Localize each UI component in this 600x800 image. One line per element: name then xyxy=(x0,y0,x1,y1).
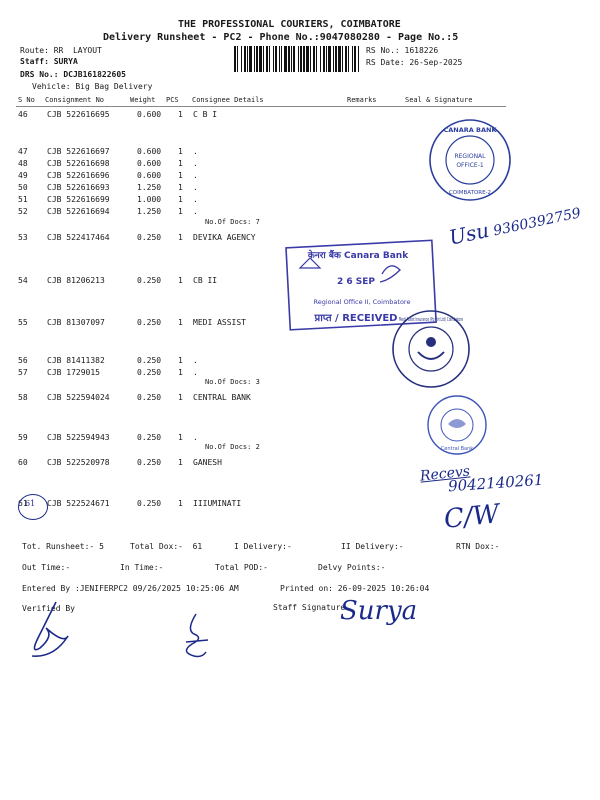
staff-label: Staff: SURYA xyxy=(20,57,78,66)
stamp-text: Medi Assist Insurance (Pp Pvt Ltd) Coimbatore xyxy=(399,317,464,323)
barcode-bar xyxy=(338,46,341,72)
barcode-bar xyxy=(358,46,359,72)
medi-assist-round-stamp xyxy=(390,308,472,394)
docs-count: No.Of Docs: 2 xyxy=(205,443,260,451)
printed-on: Printed on: 26-09-2025 10:26:04 xyxy=(280,584,430,593)
table-row: 46 CJB 522616695 0.600 1 C B I xyxy=(18,110,218,119)
in-time: In Time:- xyxy=(120,563,164,572)
docs-count: No.Of Docs: 7 xyxy=(205,218,260,226)
barcode-bar xyxy=(313,46,315,72)
barcode-bar xyxy=(335,46,337,72)
table-row: 60 CJB 522520978 0.250 1 GANESH xyxy=(18,458,222,467)
stamp-text: 2 6 SEP xyxy=(336,277,376,287)
col-consignee: Consignee Details xyxy=(192,96,264,104)
verified-signature xyxy=(24,598,74,664)
header-divider xyxy=(16,106,506,107)
barcode-bar xyxy=(269,46,270,72)
barcode-bar xyxy=(352,46,353,72)
ii-delivery: II Delivery:- xyxy=(341,542,404,551)
barcode-bar xyxy=(348,46,349,72)
barcode-bar xyxy=(333,46,334,72)
table-row: 57 CJB 1729015 0.250 1 . xyxy=(18,368,198,377)
table-row: 49 CJB 522616696 0.600 1 . xyxy=(18,171,198,180)
barcode-bar xyxy=(328,46,331,72)
barcode-bar xyxy=(291,46,292,72)
tot-runsheet: Tot. Runsheet:- 5 xyxy=(22,542,104,551)
col-remarks: Remarks xyxy=(347,96,377,104)
barcode-bar xyxy=(263,46,264,72)
col-pcs: PCS xyxy=(166,96,179,104)
central-bank-round-stamp xyxy=(426,394,488,460)
table-row: 58 CJB 522594024 0.250 1 CENTRAL BANK xyxy=(18,393,251,402)
col-weight: Weight xyxy=(130,96,156,104)
barcode-bar xyxy=(281,46,282,72)
handwritten-received-note: Recevs xyxy=(419,463,471,485)
handwritten-cw-mark: C/W xyxy=(442,499,501,535)
table-row: 47 CJB 522616697 0.600 1 . xyxy=(18,147,198,156)
table-row: 53 CJB 522417464 0.250 1 DEVIKA AGENCY xyxy=(18,233,256,242)
barcode-bar xyxy=(273,46,274,72)
barcode-bar xyxy=(249,46,252,72)
stamp-text: केनरा बैंक Canara Bank xyxy=(307,251,409,261)
barcode xyxy=(234,46,362,72)
barcode-bar xyxy=(237,46,238,72)
barcode-bar xyxy=(310,46,311,72)
barcode-bar xyxy=(320,46,321,72)
table-row: 48 CJB 522616698 0.600 1 . xyxy=(18,159,198,168)
barcode-bar xyxy=(326,46,327,72)
staff-signature-label: Staff Signature xyxy=(273,603,346,612)
vehicle-label: Vehicle: Big Bag Delivery xyxy=(32,82,153,91)
staff-signature: Surya xyxy=(340,596,418,626)
rs-number: RS No.: 1618226 xyxy=(366,46,439,55)
rtn-dox: RTN Dox:- xyxy=(456,542,500,551)
barcode-bar xyxy=(284,46,287,72)
table-row: 54 CJB 81206213 0.250 1 CB II xyxy=(18,276,218,285)
entered-by: Entered By :JENIFERPC2 09/26/2025 10:25:06 AM xyxy=(22,584,239,593)
barcode-bar xyxy=(288,46,290,72)
canara-round-stamp xyxy=(428,118,512,206)
runsheet-subtitle: Delivery Runsheet - PC2 - Phone No.:9047080280 - Page No.:5 xyxy=(103,32,459,43)
barcode-bar xyxy=(354,46,356,72)
barcode-bar xyxy=(298,46,299,72)
barcode-bar xyxy=(345,46,347,72)
handwritten-signature-phone: Usu 9360392759 xyxy=(446,205,583,250)
barcode-bar xyxy=(266,46,268,72)
barcode-bar xyxy=(306,46,309,72)
second-signature xyxy=(176,612,212,668)
col-consignment: Consignment No xyxy=(45,96,105,104)
barcode-bar xyxy=(323,46,325,72)
table-row: 51 CJB 522616699 1.000 1 . xyxy=(18,195,198,204)
total-pod: Total POD:- xyxy=(215,563,268,572)
col-seal: Seal & Signature xyxy=(405,96,473,104)
handwritten-phone: 9042140261 xyxy=(447,470,544,496)
barcode-bar xyxy=(300,46,302,72)
stamp-text: OFFICE-1 xyxy=(456,162,484,169)
barcode-bar xyxy=(316,46,317,72)
table-header xyxy=(0,96,600,106)
total-dox: Total Dox:- 61 xyxy=(130,542,203,551)
handwritten-row-number: 61 xyxy=(25,499,36,508)
i-delivery: I Delivery:- xyxy=(234,542,292,551)
stamp-text: Central Bank xyxy=(440,446,474,452)
barcode-bar xyxy=(293,46,295,72)
company-name: THE PROFESSIONAL COURIERS, COIMBATORE xyxy=(178,19,401,30)
table-row: 56 CJB 81411382 0.250 1 . xyxy=(18,356,198,365)
barcode-bar xyxy=(279,46,280,72)
barcode-bar xyxy=(259,46,262,72)
barcode-bar xyxy=(244,46,246,72)
barcode-bar xyxy=(241,46,242,72)
table-row: 50 CJB 522616693 1.250 1 . xyxy=(18,183,198,192)
verified-by-label: Verified By xyxy=(22,604,75,613)
table-row: 55 CJB 81307097 0.250 1 MEDI ASSIST xyxy=(18,318,246,327)
barcode-bar xyxy=(303,46,305,72)
stamp-text: REGIONAL xyxy=(454,153,486,160)
barcode-bar xyxy=(254,46,255,72)
stamp-text: प्राप्त / RECEIVED xyxy=(314,313,398,324)
route-label: Route: RR LAYOUT xyxy=(20,46,102,55)
table-row: 52 CJB 522616694 1.250 1 . xyxy=(18,207,198,216)
barcode-bar xyxy=(234,46,236,72)
drs-number: DRS No.: DCJB161822605 xyxy=(20,70,126,79)
stamp-text: Regional Office II, Coimbatore xyxy=(313,298,411,306)
table-row: 59 CJB 522594943 0.250 1 . xyxy=(18,433,198,442)
col-sno: S No xyxy=(18,96,35,104)
table-row: 61 CJB 522524671 0.250 1 IIIUMINATI xyxy=(18,499,242,508)
barcode-bar xyxy=(256,46,258,72)
rs-date: RS Date: 26-Sep-2025 xyxy=(366,58,463,67)
stamp-text: COIMBATORE-2 xyxy=(448,190,492,196)
out-time: Out Time:- xyxy=(22,563,71,572)
docs-count: No.Of Docs: 3 xyxy=(205,378,260,386)
barcode-bar xyxy=(342,46,343,72)
barcode-bar xyxy=(275,46,277,72)
delvy-points: Delvy Points:- xyxy=(318,563,386,572)
barcode-bar xyxy=(247,46,248,72)
stamp-text: CANARA BANK xyxy=(443,126,497,134)
